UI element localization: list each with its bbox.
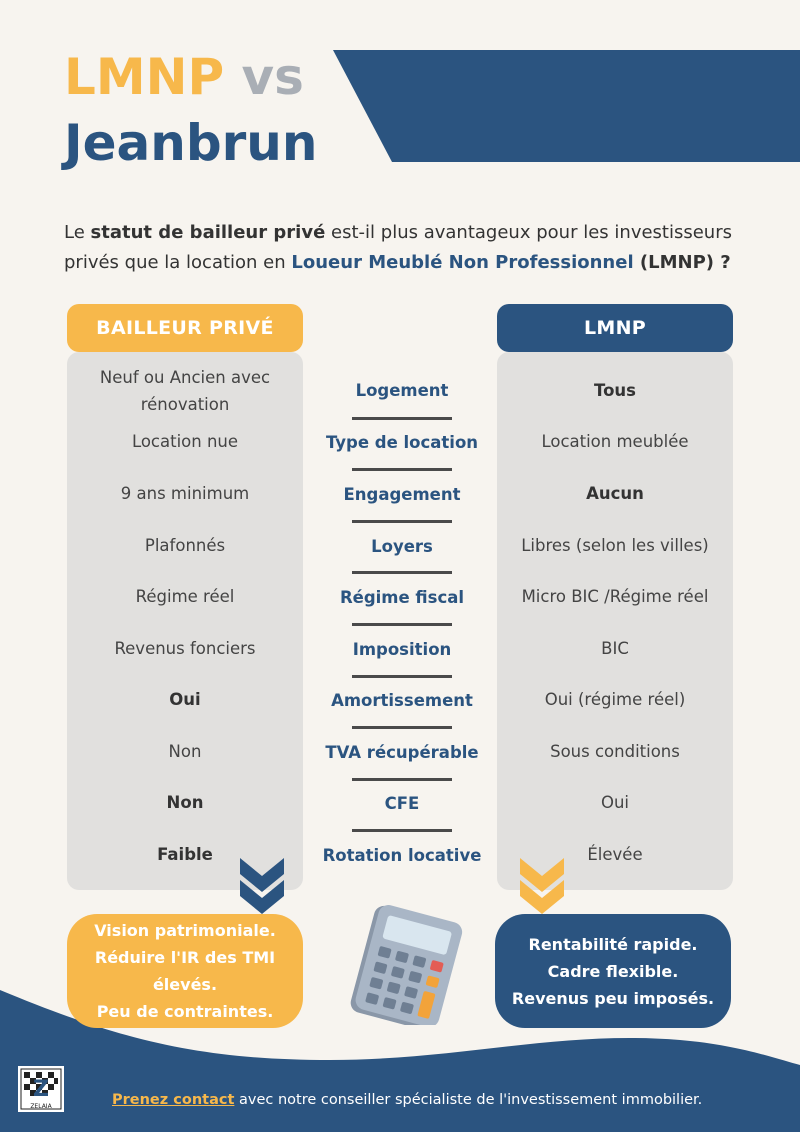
lmnp-cell: Micro BIC /Régime réel bbox=[521, 587, 709, 606]
lmnp-cell: Oui (régime réel) bbox=[544, 690, 686, 709]
summary-line: Cadre flexible. bbox=[547, 961, 679, 981]
criterion-label: Loyers bbox=[371, 537, 433, 556]
intro-bold: (LMNP) ? bbox=[633, 252, 731, 273]
bailleur-cell: Régime réel bbox=[135, 587, 235, 606]
bailleur-cell: Neuf ou Ancien avec rénovation bbox=[99, 368, 271, 414]
page-title bbox=[64, 44, 318, 176]
lmnp-cell: Libres (selon les villes) bbox=[521, 536, 709, 555]
lmnp-cell: Location meublée bbox=[541, 432, 689, 451]
criterion-label: TVA récupérable bbox=[325, 743, 479, 762]
row-divider bbox=[352, 829, 452, 832]
title-vs: vs bbox=[241, 48, 304, 106]
criterion-label: Type de location bbox=[325, 433, 479, 452]
bailleur-cell: Location nue bbox=[131, 432, 239, 451]
logo-icon bbox=[18, 1066, 64, 1112]
bailleur-cell: 9 ans minimum bbox=[120, 484, 250, 503]
summary-line: Vision patrimoniale. bbox=[94, 921, 276, 940]
title-lmnp: LMNP bbox=[64, 48, 225, 106]
lmnp-cell: Oui bbox=[600, 793, 630, 812]
footer-text bbox=[112, 1092, 702, 1108]
criterion-label: Engagement bbox=[343, 485, 461, 504]
row-divider bbox=[352, 571, 452, 574]
row-divider bbox=[352, 675, 452, 678]
lmnp-header: LMNP bbox=[497, 304, 733, 352]
company-logo bbox=[18, 1066, 64, 1112]
row-divider bbox=[352, 417, 452, 420]
bailleur-summary bbox=[67, 914, 303, 1028]
bailleur-cell: Revenus fonciers bbox=[114, 639, 256, 658]
row-divider bbox=[352, 726, 452, 729]
intro-text bbox=[64, 218, 732, 278]
criterion-label: Régime fiscal bbox=[339, 588, 465, 607]
criterion-label: Amortissement bbox=[331, 691, 473, 710]
contact-link[interactable]: Prenez contact bbox=[112, 1092, 235, 1108]
bailleur-cell: Non bbox=[166, 793, 204, 812]
criterion-label: CFE bbox=[384, 794, 420, 813]
title-jeanbrun: Jeanbrun bbox=[64, 114, 318, 172]
row-divider bbox=[352, 468, 452, 471]
footer-message: avec notre conseiller spécialiste de l'investissement immobilier. bbox=[234, 1092, 703, 1108]
row-divider bbox=[352, 520, 452, 523]
intro-highlight: Loueur Meublé Non Professionnel bbox=[291, 252, 634, 273]
row-divider bbox=[352, 778, 452, 781]
bailleur-cell: Non bbox=[168, 742, 202, 761]
lmnp-cell: Sous conditions bbox=[550, 742, 680, 761]
row-divider bbox=[352, 623, 452, 626]
lmnp-cell: Tous bbox=[594, 381, 636, 400]
lmnp-cell: BIC bbox=[601, 639, 629, 658]
bailleur-cell: Faible bbox=[157, 845, 213, 864]
criterion-label: Logement bbox=[355, 381, 449, 400]
bailleur-cell: Plafonnés bbox=[144, 536, 226, 555]
summary-line: Peu de contraintes. bbox=[96, 1002, 274, 1021]
intro-part: Le bbox=[64, 222, 91, 243]
summary-line: Revenus peu imposés. bbox=[511, 988, 715, 1008]
intro-bold: statut de bailleur privé bbox=[90, 222, 326, 243]
bailleur-cell: Oui bbox=[169, 690, 201, 709]
criterion-label: Rotation locative bbox=[322, 846, 482, 865]
logo-name: ZELAIA bbox=[30, 1103, 52, 1110]
lmnp-cell: Aucun bbox=[586, 484, 644, 503]
intro-part: est-il plus avantageux pour les investisseurs privés que la location en bbox=[64, 222, 732, 273]
summary-line: Rentabilité rapide. bbox=[528, 934, 698, 954]
calculator-icon bbox=[340, 905, 470, 1025]
summary-line: Réduire l'IR des TMI élevés. bbox=[94, 948, 276, 994]
criterion-label: Imposition bbox=[352, 640, 452, 659]
logo-letter: Z bbox=[33, 1077, 49, 1102]
lmnp-cell: Élevée bbox=[587, 845, 643, 864]
bailleur-header: BAILLEUR PRIVÉ bbox=[67, 304, 303, 352]
lmnp-summary bbox=[495, 914, 731, 1028]
